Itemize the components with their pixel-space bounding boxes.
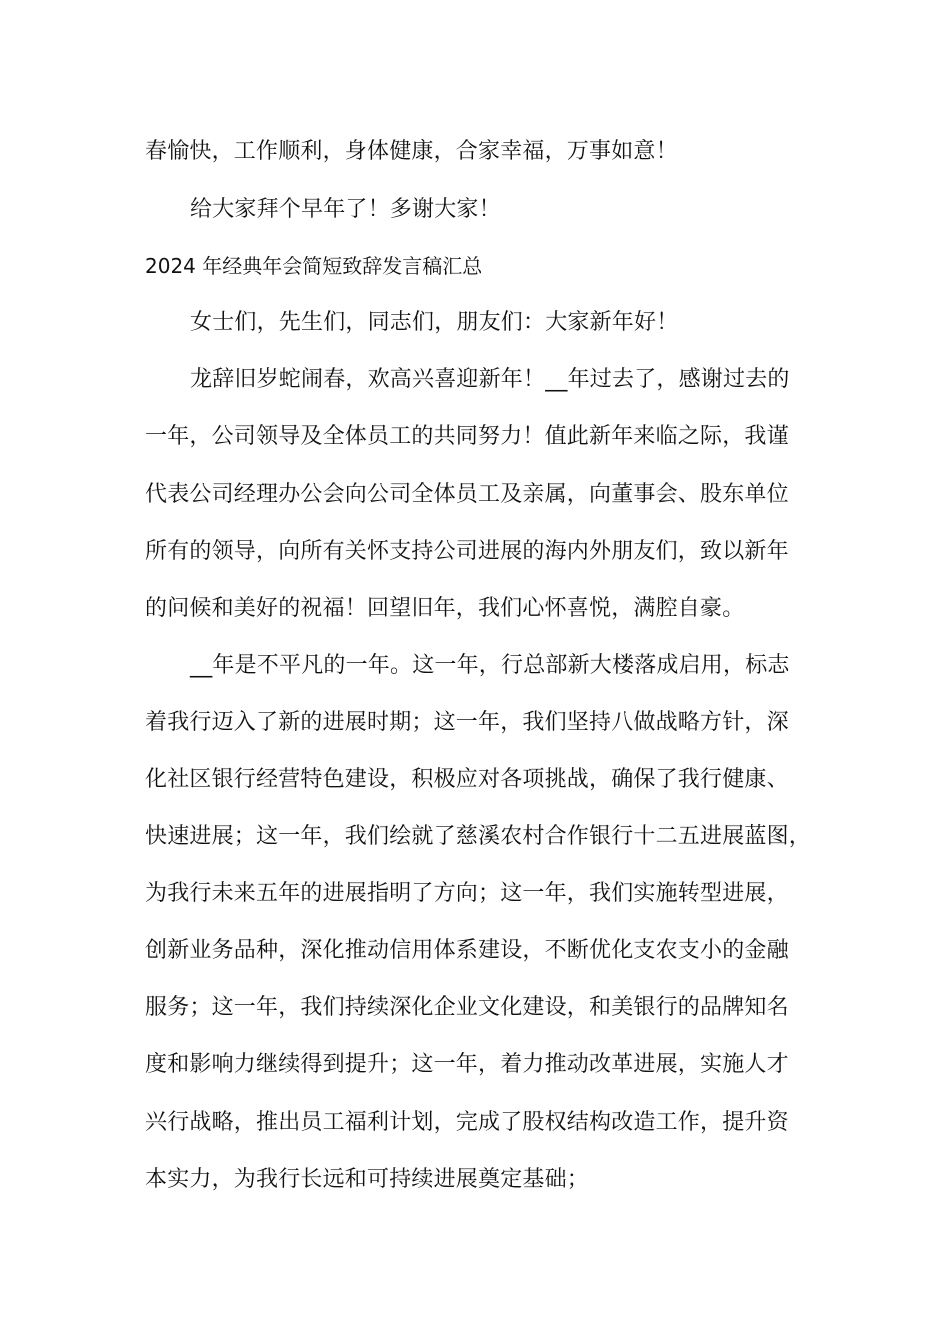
text-line: 给大家拜个早年了！多谢大家！	[190, 197, 501, 222]
text-line: 服务；这一年，我们持续深化企业文化建设，和美银行的品牌知名	[145, 995, 789, 1020]
text-line: 本实力，为我行长远和可持续进展奠定基础；	[145, 1167, 590, 1192]
text-line: 度和影响力继续得到提升；这一年，着力推动改革进展，实施人才	[145, 1052, 789, 1077]
text-line: 代表公司经理办公会向公司全体员工及亲属，向董事会、股东单位	[145, 482, 789, 507]
text-line: 兴行战略，推出员工福利计划，完成了股权结构改造工作，提升资	[145, 1110, 789, 1135]
text-line: 龙辞旧岁蛇闹春，欢高兴喜迎新年！__年过去了，感谢过去的	[190, 367, 790, 392]
text-line: 着我行迈入了新的进展时期；这一年，我们坚持八做战略方针，深	[145, 710, 789, 735]
text-line: 春愉快，工作顺利，身体健康，合家幸福，万事如意！	[145, 139, 678, 164]
text-line: 快速进展；这一年，我们绘就了慈溪农村合作银行十二五进展蓝图，	[145, 824, 812, 849]
text-line: 女士们，先生们，同志们，朋友们：大家新年好！	[190, 310, 679, 335]
text-line: 一年，公司领导及全体员工的共同努力！值此新年来临之际，我谨	[145, 424, 789, 449]
text-line: 为我行未来五年的进展指明了方向；这一年，我们实施转型进展，	[145, 881, 789, 906]
text-line: 所有的领导，向所有关怀支持公司进展的海内外朋友们，致以新年	[145, 539, 789, 564]
text-line: 的问候和美好的祝福！回望旧年，我们心怀喜悦，满腔自豪。	[145, 596, 745, 621]
text-line: 创新业务品种，深化推动信用体系建设，不断优化支农支小的金融	[145, 938, 789, 963]
text-line: __年是不平凡的一年。这一年，行总部新大楼落成启用，标志	[190, 653, 790, 678]
text-line: 化社区银行经营特色建设，积极应对各项挑战，确保了我行健康、	[145, 767, 789, 792]
section-title: 2024 年经典年会简短致辞发言稿汇总	[145, 254, 483, 278]
